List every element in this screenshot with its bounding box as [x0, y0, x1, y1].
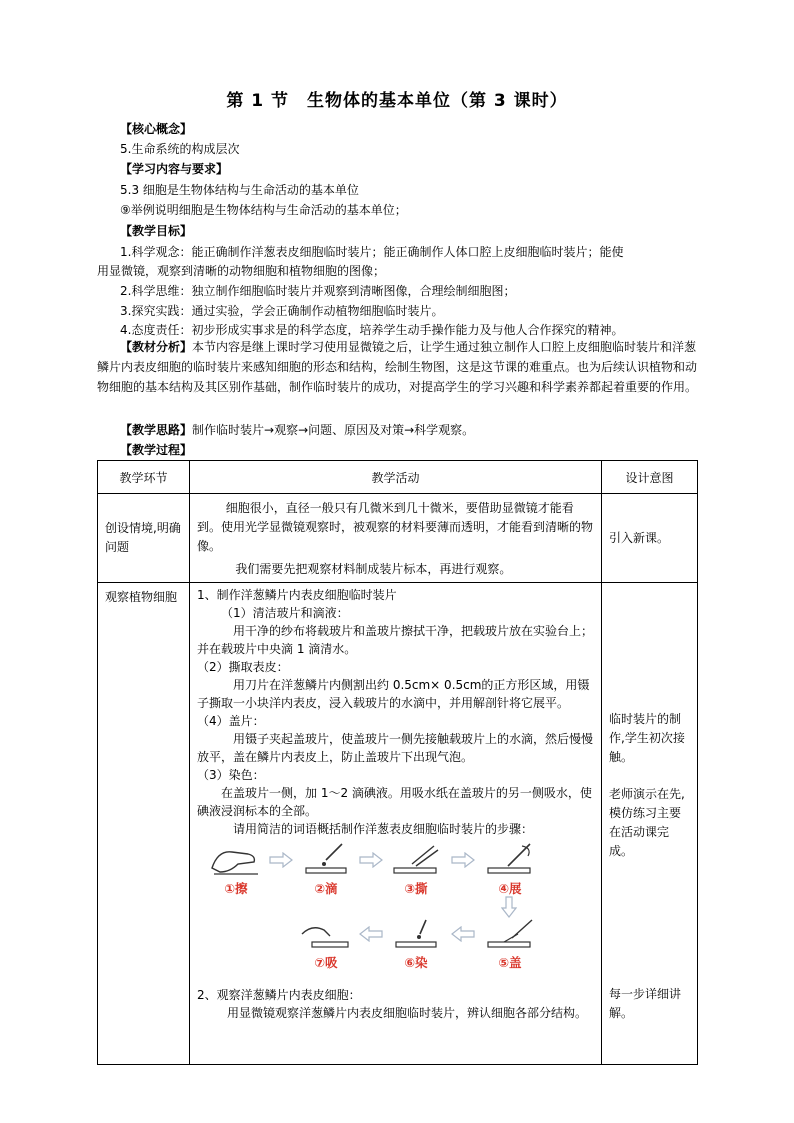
needle-icon: [482, 842, 538, 878]
step-wipe: [205, 842, 267, 898]
table-row: [98, 494, 698, 583]
row2-intent-2: 老师演示在先,模仿练习主要在活动课完成。: [609, 787, 685, 858]
subsection-text: 用镊子夹起盖玻片，使盖玻片一侧先接触载玻片上的水滴，然后慢慢放平，盖在鳞片内表皮上，防止盖玻片下出现气泡。: [197, 732, 594, 764]
core-concept-heading: 【核心概念】: [120, 122, 193, 136]
stain-dropper-icon: [388, 916, 444, 952]
step-stain: [385, 916, 447, 972]
approach-heading: 【教学思路】: [120, 423, 193, 437]
approach-line: [120, 421, 474, 439]
learning-content-heading: 【学习内容与要求】: [120, 162, 229, 176]
step-tear: [385, 842, 447, 898]
row1-paragraph-2: 我们需要先把观察材料制成装片标本，再进行观察。: [235, 562, 512, 576]
step-absorb: [295, 916, 357, 972]
learning-content-line2: ⑨举例说明细胞是生物体结构与生命活动的基本单位；: [120, 203, 407, 217]
learning-content-line1: 5.3 细胞是生物体结构与生命活动的基本单位: [120, 183, 359, 197]
core-concept-text: 5.生命系统的构成层次: [120, 142, 240, 156]
goal-1b: 用显微镜，观察到清晰的动物细胞和植物细胞的图像；: [97, 264, 386, 278]
section-heading: 2、观察洋葱鳞片内表皮细胞：: [197, 988, 361, 1002]
tweezers-icon: [388, 842, 444, 878]
subsection-text: 用干净的纱布将载玻片和盖玻片擦拭干净，把载玻片放在实验台上；并在载玻片中央滴 1 滴清水。: [197, 624, 594, 656]
subsection-heading: （1）清洁玻片和滴液：: [221, 606, 349, 620]
col-header-intent: 设计意图: [602, 461, 698, 494]
stage-label: 观察植物细胞: [105, 590, 178, 604]
step-label: ⑤盖: [498, 955, 522, 970]
col-header-activity: 教学活动: [190, 461, 602, 494]
analysis-text: 本节内容是继上课时学习使用显微镜之后，让学生通过独立制作人口腔上皮细胞临时装片和洋葱鳞片内表皮细胞的临时装片来感知细胞的形态和结构，绘制生物图，这是这节课的难重点。也为后续认识植物和动物细胞的基本结构及其区别作基础，制作临时装片的成功，对提高学生的学习兴趣和科学素养都起着重要的作用。: [97, 340, 698, 394]
cover-slip-icon: [482, 916, 538, 952]
row2-intent-1: 临时装片的制作,学生初次接触。: [609, 712, 685, 764]
intent-cell: [602, 494, 698, 583]
arrow-left-icon: [451, 926, 475, 947]
approach-text: 制作临时装片→观察→问题、原因及对策→科学观察。: [192, 423, 475, 437]
process-table: [97, 460, 698, 1065]
wipe-hand-icon: [208, 842, 264, 878]
row1-intent: 引入新课。: [609, 530, 670, 545]
absorb-hand-icon: [298, 916, 354, 952]
col-header-stage: 教学环节: [98, 461, 190, 494]
activity-cell: [190, 494, 602, 583]
analysis-heading: 【教材分析】: [120, 340, 193, 354]
arrow-right-icon: [451, 852, 475, 873]
goal-3: 3.探究实践：通过实验，学会正确制作动植物细胞临时装片。: [120, 304, 444, 318]
steps-diagram: [205, 842, 595, 982]
goal-2: 2.科学思维：独立制作细胞临时装片并观察到清晰图像，合理绘制细胞图；: [120, 284, 516, 298]
stage-label: 创设情境,明确问题: [105, 521, 181, 554]
step-drop: [295, 842, 357, 898]
goal-4: 4.态度责任：初步形成实事求是的科学态度，培养学生动手操作能力及与他人合作探究的精神。: [120, 323, 624, 337]
step-cover: [479, 916, 541, 972]
arrow-right-icon: [359, 852, 383, 873]
subsection-heading: （4）盖片：: [197, 714, 265, 728]
row2-content: [191, 584, 600, 1024]
activity-cell: [190, 583, 602, 1065]
table-row: [98, 583, 698, 1065]
row1-paragraph-1: 细胞很小，直径一般只有几微米到几十微米，要借助显微镜才能看到。使用光学显微镜观察时，被观察的材料要薄而透明，才能看到清晰的物像。: [197, 501, 594, 553]
stage-cell: [98, 494, 190, 583]
step-label: ⑦吸: [314, 955, 338, 970]
step-label: ②滴: [314, 881, 338, 896]
intent-cell: [602, 583, 698, 1065]
subsection-heading: （3）染色：: [197, 768, 265, 782]
step-spread: [479, 842, 541, 898]
section-text: 用显微镜观察洋葱鳞片内表皮细胞临时装片，辨认细胞各部分结构。: [227, 1006, 588, 1020]
section-heading: 1、制作洋葱鳞片内表皮细胞临时装片: [197, 588, 397, 602]
subsection-text: 在盖玻片一侧，加 1～2 滴碘液。用吸水纸在盖玻片的另一侧吸水，使碘液浸润标本的全部。: [197, 786, 592, 818]
arrow-right-icon: [269, 852, 293, 873]
row2-intent-3: 每一步详细讲解。: [609, 987, 682, 1020]
step-label: ④展: [498, 881, 522, 896]
dropper-icon: [298, 842, 354, 878]
analysis-paragraph: [97, 337, 697, 397]
goals-heading: 【教学目标】: [120, 224, 193, 238]
subsection-text: 用刀片在洋葱鳞片内侧割出约 0.5cm× 0.5cm的正方形区域，用镊子撕取一小块洋内表皮，浸入载玻片的水滴中，并用解剖针将它展平。: [197, 678, 590, 710]
step-label: ①擦: [224, 881, 248, 896]
arrow-left-icon: [359, 926, 383, 947]
goal-1a: 1.科学观念：能正确制作洋葱表皮细胞临时装片；能正确制作人体口腔上皮细胞临时装片；能使: [120, 245, 624, 259]
steps-prompt: 请用简洁的词语概括制作洋葱表皮细胞临时装片的步骤：: [233, 822, 534, 836]
step-label: ⑥染: [404, 955, 428, 970]
page-title: 第 1 节 生物体的基本单位（第 3 课时）: [226, 91, 568, 111]
stage-cell: [98, 583, 190, 1065]
table-header-row: [98, 461, 698, 494]
subsection-heading: （2）撕取表皮：: [197, 660, 289, 674]
process-heading: 【教学过程】: [120, 443, 193, 457]
step-label: ③撕: [404, 881, 428, 896]
